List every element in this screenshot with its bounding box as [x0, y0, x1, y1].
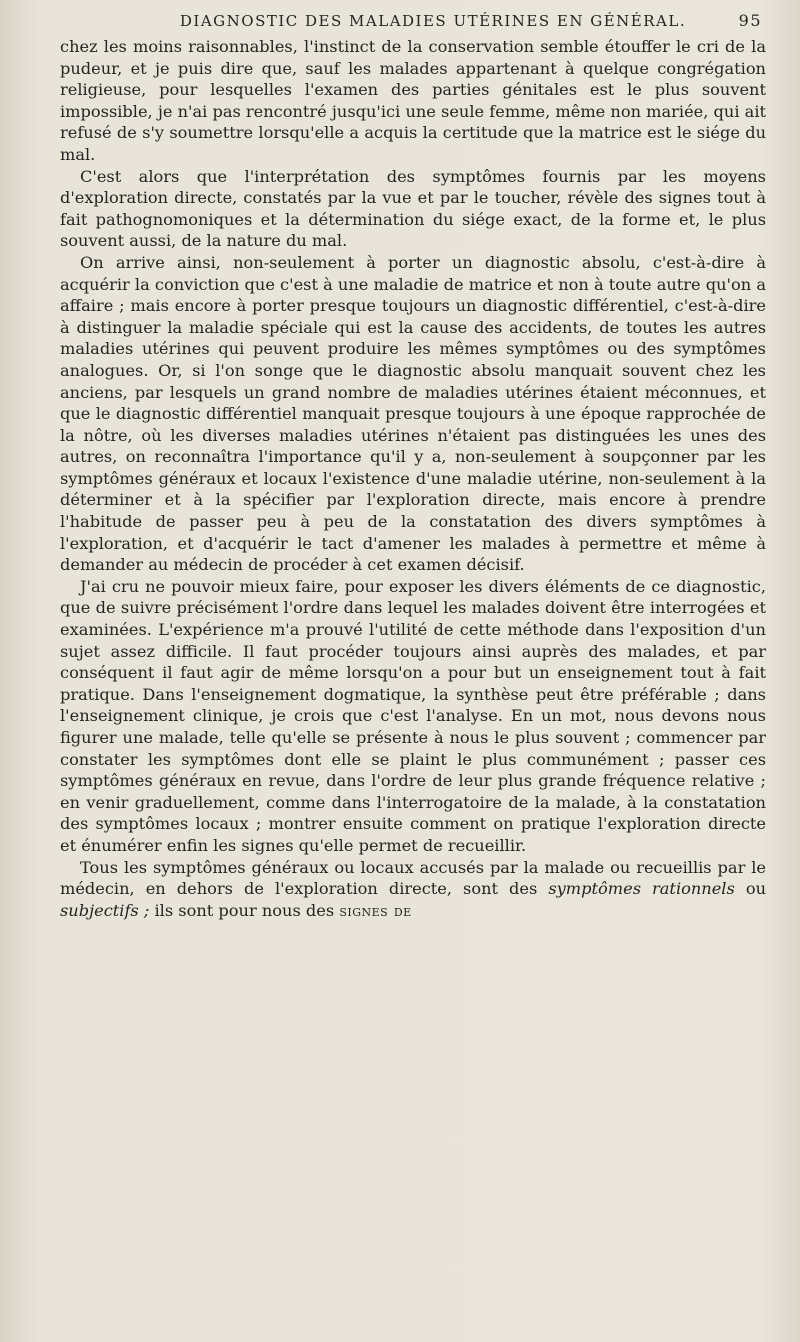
running-header	[60, 6, 766, 36]
paragraph-4: J'ai cru ne pouvoir mieux faire, pour exposer les divers éléments de ce diagnostic, que de suivre précisément l'ordre dans lequel les malades doivent être interrogées et examinées. L'expérience m'a prouvé l'utilité de cette méthode dans l'exposition d'un sujet assez difficile. Il faut procéder toujours ainsi auprès des malades, et par conséquent il faut agir de même lorsqu'on a pour but un enseignement tout à fait pratique. Dans l'enseignement dogmatique, la synthèse peut être préférable ; dans l'enseignement clinique, je crois que c'est l'analyse. En un mot, nous devons nous figurer une malade, telle qu'elle se présente à nous le plus souvent ; commencer par constater les symptômes dont elle se plaint le plus communément ; passer ces symptômes généraux en revue, dans l'ordre de leur plus grande fréquence relative ; en venir graduellement, comme dans l'interrogatoire de la malade, à la constatation des symptômes locaux ; montrer ensuite comment on pratique l'exploration directe et énumérer enfin les signes qu'elle permet de recueillir.	[60, 576, 766, 855]
paragraph-3: On arrive ainsi, non-seulement à porter un diagnostic absolu, c'est-à-dire à acquérir la conviction que c'est à une maladie de matrice et non à toute autre qu'on a affaire ; mais encore à porter presque toujours un diagnostic différentiel, c'est-à-dire à distinguer la maladie spéciale qui est la cause des accidents, de toutes les autres maladies utérines qui peuvent produire les mêmes symptômes ou des symptômes analogues. Or, si l'on songe que le diagnostic absolu manquait souvent chez les anciens, par lesquels un grand nombre de maladies utérines étaient méconnues, et que le diagnostic différentiel manquait presque toujours à une époque rapprochée de la nôtre, où les diverses maladies utérines n'étaient pas distinguées les unes des autres, on reconnaîtra l'importance qu'il y a, non-seulement à soupçonner par les symptômes généraux et locaux l'existence d'une maladie utérine, non-seulement à la déterminer et à la spécifier par l'exploration directe, mais encore à prendre l'habitude de passer peu à peu de la constatation des divers symptômes à l'exploration, et d'acquérir le tact d'amener les malades à permettre et même à demander au médecin de procéder à cet examen décisif.	[60, 252, 766, 575]
page-number: 95	[738, 11, 762, 30]
paragraph-1: chez les moins raisonnables, l'instinct de la conservation semble étouffer le cri de la pudeur, et je puis dire que, sauf les malades appartenant à quelque congrégation religieuse, pour lesquelles l'examen des parties génitales est le plus souvent impossible, je n'ai pas rencontré jusqu'ici une seule femme, même non mariée, qui ait refusé de s'y soumettre lorsqu'elle a acquis la certitude que la matrice est le siége du mal.	[60, 37, 766, 164]
paragraph-5-mid: ou	[745, 879, 766, 899]
italic-term-subjectifs: subjectifs ;	[60, 900, 150, 920]
paragraph-2: C'est alors que l'interprétation des symptômes fournis par les moyens d'exploration directe, constatés par la vue et par le toucher, révèle des signes tout à fait pathognomoniques et la détermination du siége exact, de la forme et, le plus souvent aussi, de la nature du mal.	[60, 166, 766, 251]
running-title: DIAGNOSTIC DES MALADIES UTÉRINES EN GÉNÉRAL.	[179, 12, 687, 30]
body-text	[60, 36, 766, 921]
paragraph-5-tail: ils sont pour nous des	[154, 900, 335, 920]
small-caps-term: signes de	[339, 900, 412, 920]
paragraph-5	[60, 857, 766, 922]
paragraph-5-lead: Tous les symptômes généraux ou locaux accusés par la malade ou recueillis par le médecin, en dehors de l'exploration directe, sont des	[60, 857, 766, 899]
italic-term-rationnels: symptômes rationnels	[548, 879, 735, 899]
